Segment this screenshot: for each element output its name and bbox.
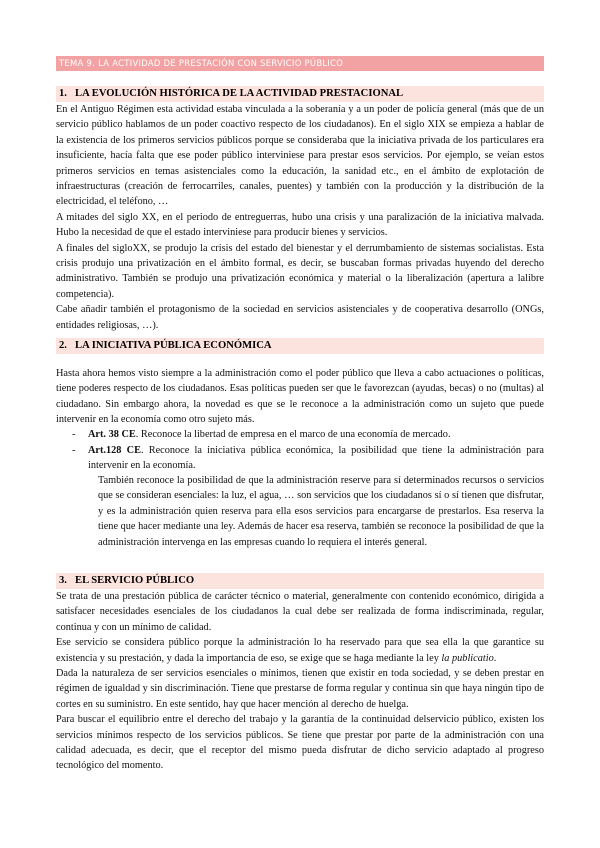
bullet-text: [88, 443, 544, 474]
section-3-body: [56, 589, 544, 774]
bullet-text: [88, 427, 544, 442]
section-1-heading: [56, 86, 544, 102]
bullet-dash: -: [72, 429, 76, 440]
section-3-number: 3.: [59, 575, 67, 586]
section-3-paragraph: Dada la naturaleza de ser servicios esenciales o mínimos, tienen que existir en toda sociedad, y se deben prestar en régimen de igualdad y sin discriminación. Tiene que prestarse de forma regular y continua sin que haya ningún tipo de cortes en su suministro. En este sentido, hay que hacer mención al derecho de huelga.: [56, 668, 544, 710]
article-reference: Art.128 CE: [88, 445, 141, 456]
italic-term: la publicatio: [441, 652, 494, 664]
section-1-title: LA EVOLUCIÓN HISTÓRICA DE LA ACTIVIDAD PRESTACIONAL: [75, 88, 404, 99]
section-2-number: 2.: [59, 340, 67, 351]
section-1-number: 1.: [59, 88, 67, 99]
article-reference: Art. 38 CE: [88, 429, 136, 440]
section-3-paragraph: Se trata de una prestación pública de carácter técnico o material, generalmente con contenido económico, dirigida a satisfacer necesidades esenciales de los ciudadanos la cual debe ser realizada de forma indiscriminada, regular, continua y con un mínimo de calidad.: [56, 591, 544, 633]
paragraph-text: Ese servicio se considera público porque la administración lo ha reservado para que sea ella la que garantice su existencia y su prestación, y dada la importancia de eso, se exige que se haga mediante la ley: [56, 637, 544, 664]
section-1-paragraph: A finales del sigloXX, se produjo la crisis del estado del bienestar y el derrumbamiento de sistemas socialistas. Esta crisis produjo una privatización en el ámbito formal, es decir, se buscaban formas privadas huyendo del derecho administrativo. También se produjo una privatización económica y material o la liberalización (apertura a lalibre competencia).: [56, 242, 544, 300]
indented-paragraph: También reconoce la posibilidad de que la administración reserve para sí determinados recursos o servicios que se consideran esenciales: la luz, el agua, … son servicios que los ciudadanos sí o sí tienen que disfrutar, y es la administración quien reserva para ella esos servicios para encargarse de prestarlos. Esa reserva la tiene que hacer mediante una ley. Además de hacer esa reserva, también se reconoce la posibilidad de que la administración intervenga en las empresas cuando lo requiera el interés general.: [98, 475, 544, 548]
section-1-paragraph: En el Antiguo Régimen esta actividad estaba vinculada a la soberanía y a un poder de policía general (más que de un servicio público hablamos de un poder coactivo respecto de los ciudadanos). En el siglo XIX se empieza a hablar de la existencia de los primeros servicios públicos porque se consideraba que la iniciativa privada de los particulares era insuficiente, hacía falta que ese poder público interviniese para prestar esos servicios. Por ejemplo, se veían estos primeros servicios en temas asistenciales como la educación, la sanidad etc., en el ámbito de explotación de infraestructuras (creación de ferrocarriles, canales, puentes) y también con la producción y la distribución de la electricidad, el teléfono, …: [56, 104, 544, 208]
section-3-paragraph: [56, 635, 544, 666]
bullet-dash: -: [72, 445, 76, 456]
section-2-intro: Hasta ahora hemos visto siempre a la administración como el poder público que lleva a cabo actuaciones o políticas, tiene poderes respecto de los ciudadanos. Esas políticas pueden ser que le favorezcan (ayudas, becas) o no (multas) al ciudadano. Sin embargo ahora, la novedad es que se le reconoce a la administración como un sujeto que puede intervenir en la economía como otro sujeto más.: [56, 368, 544, 426]
section-3-title: EL SERVICIO PÚBLICO: [75, 575, 195, 586]
section-2-title: LA INICIATIVA PÚBLICA ECONÓMICA: [75, 340, 272, 351]
bullet-description: . Reconoce la iniciativa pública económica, la posibilidad que tiene la administración para intervenir en la economía.: [88, 445, 544, 472]
section-2-heading: [56, 338, 544, 354]
section-1-paragraph: A mitades del siglo XX, en el periodo de entreguerras, hubo una crisis y una paralización de la iniciativa malvada. Hubo la necesidad de que el estado interviniese para producir bienes y servicios.: [56, 211, 544, 239]
section-3-paragraph: Para buscar el equilibrio entre el derecho del trabajo y la garantía de la continuidad delservicio público, existen los servicios mínimos respecto de los servicios públicos. Se tiene que prestar por parte de la administración con una calidad adecuada, es decir, que el receptor del mismo pueda disfrutar de dicho servicio adaptado al progreso tecnológico del momento.: [56, 714, 544, 772]
section-1-body: [56, 102, 544, 333]
chapter-banner: TEMA 9. LA ACTIVIDAD DE PRESTACIÓN CON SERVICIO PÚBLICO: [56, 56, 544, 71]
bullet-description: . Reconoce la libertad de empresa en el marco de una economía de mercado.: [135, 429, 451, 440]
section-1-paragraph: Cabe añadir también el protagonismo de la sociedad en servicios asistenciales y de cooperativa desarrollo (ONGs, entidades religiosas, …).: [56, 304, 544, 331]
section-3-heading: [56, 573, 544, 589]
paragraph-text: .: [493, 652, 497, 664]
